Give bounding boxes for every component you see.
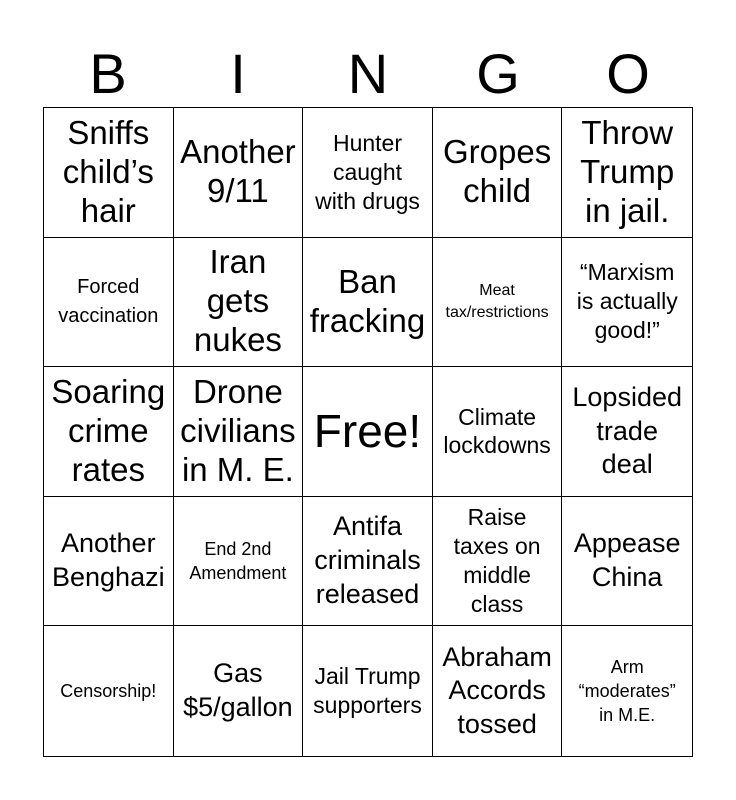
bingo-cell[interactable]: Throw Trump in jail. bbox=[562, 108, 692, 238]
bingo-cell[interactable]: Ban fracking bbox=[303, 238, 433, 368]
bingo-cell[interactable]: Gropes child bbox=[433, 108, 563, 238]
bingo-cell[interactable]: Climate lockdowns bbox=[433, 367, 563, 497]
bingo-cell[interactable]: Another 9/11 bbox=[174, 108, 304, 238]
bingo-cell[interactable]: Gas $5/gallon bbox=[174, 626, 304, 756]
bingo-cell[interactable]: Hunter caught with drugs bbox=[303, 108, 433, 238]
header-letter-g: G bbox=[476, 42, 520, 105]
bingo-cell[interactable]: Drone civilians in M. E. bbox=[174, 367, 304, 497]
bingo-cell[interactable]: “Marxism is actually good!” bbox=[562, 238, 692, 368]
bingo-cell[interactable]: Soaring crime rates bbox=[44, 367, 174, 497]
bingo-grid bbox=[43, 107, 693, 757]
header-letter-n: N bbox=[347, 42, 389, 105]
bingo-cell[interactable]: Raise taxes on middle class bbox=[433, 497, 563, 627]
bingo-cell[interactable]: Forced vaccination bbox=[44, 238, 174, 368]
bingo-cell[interactable]: Meat tax/restrictions bbox=[433, 238, 563, 368]
bingo-cell[interactable]: Iran gets nukes bbox=[174, 238, 304, 368]
bingo-cell[interactable]: Antifa criminals released bbox=[303, 497, 433, 627]
bingo-cell[interactable]: Abraham Accords tossed bbox=[433, 626, 563, 756]
free-space[interactable]: Free! bbox=[303, 367, 433, 497]
bingo-cell[interactable]: Appease China bbox=[562, 497, 692, 627]
bingo-cell[interactable]: Jail Trump supporters bbox=[303, 626, 433, 756]
bingo-cell[interactable]: Sniffs child’s hair bbox=[44, 108, 174, 238]
header-letter-i: I bbox=[230, 42, 246, 105]
bingo-cell[interactable]: End 2nd Amendment bbox=[174, 497, 304, 627]
bingo-cell[interactable]: Arm “moderates” in M.E. bbox=[578, 656, 676, 726]
bingo-cell[interactable]: Another Benghazi bbox=[44, 497, 174, 627]
header-letter-o: O bbox=[606, 42, 650, 105]
bingo-cell[interactable]: Censorship! bbox=[44, 626, 174, 756]
bingo-cell[interactable]: Lopsided trade deal bbox=[562, 367, 692, 497]
header-letter-b: B bbox=[89, 42, 127, 105]
bingo-header bbox=[43, 40, 693, 108]
